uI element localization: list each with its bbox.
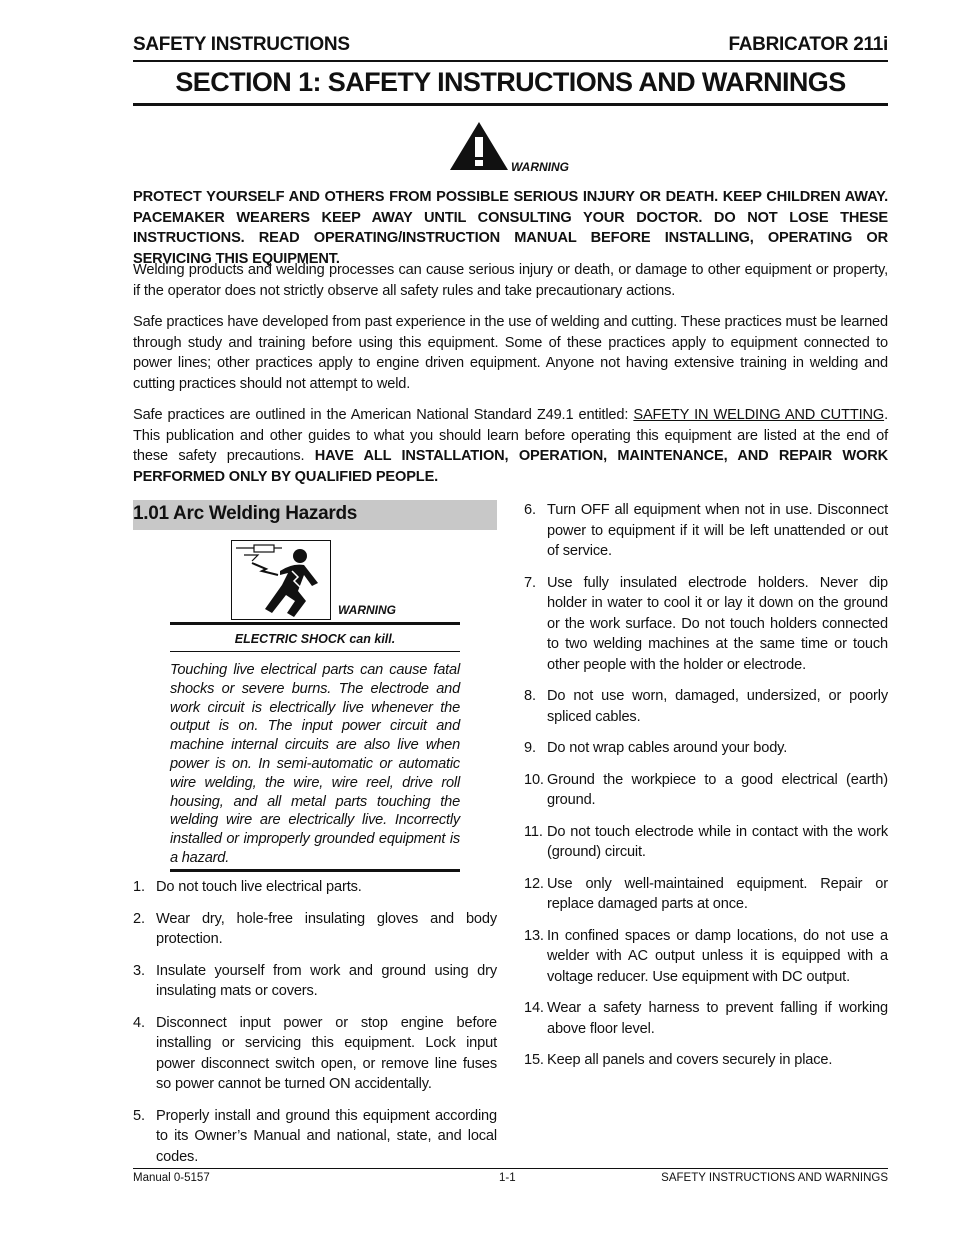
safety-list-item xyxy=(524,998,888,1039)
list-item-text: Do not touch electrode while in contact with the work (ground) circuit. xyxy=(547,823,888,860)
list-item-text: Turn OFF all equipment when not in use. Disconnect power to equipment if it will be left unattended or out of service. xyxy=(547,502,888,559)
safety-list-item xyxy=(524,926,888,988)
hazard-title: ELECTRIC SHOCK can kill. xyxy=(234,632,396,646)
electric-shock-icon xyxy=(231,540,331,620)
list-item-number: 5. xyxy=(133,1107,145,1124)
footer-manual-number: Manual 0-5157 xyxy=(133,1172,210,1184)
safety-list-item xyxy=(524,738,888,759)
list-item-text: Ground the workpiece to a good electrical (earth) ground. xyxy=(547,771,888,808)
list-item-text: Insulate yourself from work and ground using dry insulating mats or covers. xyxy=(156,962,497,999)
list-item-text: Keep all panels and covers securely in place. xyxy=(547,1052,833,1068)
list-item-number: 10. xyxy=(524,771,544,788)
safety-list-item xyxy=(524,874,888,915)
intro-paragraph-3 xyxy=(133,405,888,487)
footer-section-name: SAFETY INSTRUCTIONS AND WARNINGS xyxy=(661,1172,888,1184)
hazard-description: Touching live electrical parts can cause fatal shocks or severe burns. The electrode and work circuit is electrically live whenever the output is on. The input power circuit and machine internal circuits are also live when power is on. In semi-automatic or automatic wire welding, the wire, wire reel, drive roll housing, and all metal parts touching the welding wire are electrically live. Incorrectly installed or improperly grounded equipment is a hazard. xyxy=(170,662,460,866)
hazard-rule-bottom xyxy=(170,869,460,872)
hazard-rule-middle xyxy=(170,651,460,652)
safety-list-item xyxy=(524,686,888,727)
safety-list-left xyxy=(133,877,497,1178)
warning-triangle-icon xyxy=(448,120,510,172)
list-item-number: 2. xyxy=(133,910,145,927)
footer-divider xyxy=(133,1168,888,1169)
safety-list-item xyxy=(524,770,888,811)
hazard-rule-top xyxy=(170,622,460,625)
paragraph3-bold: HAVE ALL INSTALLATION, OPERATION, MAINTENANCE, AND REPAIR WORK PERFORMED ONLY BY QUALIFIED PEOPLE. xyxy=(133,448,888,485)
list-item-number: 4. xyxy=(133,1014,145,1031)
safety-list-item xyxy=(133,1013,497,1095)
paragraph3-start: Safe practices are outlined in the American National Standard Z49.1 entitled: xyxy=(133,407,634,423)
paragraph3-mid: . This publication and other guides to what you should learn before operating this equipment are listed at the end of these safety precautions. xyxy=(133,407,888,464)
page-title: SECTION 1: SAFETY INSTRUCTIONS AND WARNINGS xyxy=(175,67,846,97)
list-item-number: 3. xyxy=(133,962,145,979)
list-item-number: 7. xyxy=(524,574,536,591)
list-item-text: Wear dry, hole-free insulating gloves and body protection. xyxy=(156,910,497,947)
list-item-text: Use fully insulated electrode holders. Never dip holder in water to cool it or lay it down on the ground or the work surface. Do not touch holders connected to two welding machines at the same time or touch other people with the holder or electrode. xyxy=(547,574,888,673)
shock-warning-label: WARNING xyxy=(338,603,396,617)
safety-list-item xyxy=(524,500,888,562)
safety-list-item xyxy=(524,1050,888,1071)
list-item-number: 8. xyxy=(524,688,536,704)
safety-list-item xyxy=(133,877,497,898)
list-item-number: 11. xyxy=(524,823,543,840)
list-item-number: 9. xyxy=(524,740,536,756)
standard-title-link: SAFETY IN WELDING AND CUTTING xyxy=(633,407,885,423)
safety-list-item xyxy=(133,961,497,1002)
intro-paragraph-1: Welding products and welding processes can cause serious injury or death, or damage to other equipment or property, if the operator does not strictly observe all safety rules and take precautionary actions. xyxy=(133,262,888,299)
footer-page-number: 1-1 xyxy=(499,1172,516,1184)
header-product-name: FABRICATOR 211i xyxy=(728,34,888,55)
warning-label: WARNING xyxy=(511,160,569,174)
header-divider xyxy=(133,60,888,62)
list-item-text: Do not touch live electrical parts. xyxy=(156,879,362,895)
list-item-number: 12. xyxy=(524,875,544,892)
safety-list-item xyxy=(524,573,888,676)
page-header xyxy=(133,34,888,60)
list-item-text: Do not use worn, damaged, undersized, or poorly spliced cables. xyxy=(547,688,888,725)
list-item-number: 6. xyxy=(524,502,536,518)
list-item-text: Wear a safety harness to prevent falling if working above floor level. xyxy=(547,1000,888,1037)
intro-bold-paragraph: PROTECT YOURSELF AND OTHERS FROM POSSIBLE SERIOUS INJURY OR DEATH. KEEP CHILDREN AWAY. PACEMAKER WEARERS KEEP AWAY UNTIL CONSULTING YOUR DOCTOR. DO NOT LOSE THESE INSTRUCTIONS. READ OPERATING/INSTRUCTION MANUAL BEFORE INSTALLING, OPERATING OR SERVICING THIS EQUIPMENT. xyxy=(133,189,888,267)
title-divider xyxy=(133,103,888,106)
header-section-name: SAFETY INSTRUCTIONS xyxy=(133,34,350,55)
list-item-text: Disconnect input power or stop engine before installing or servicing this equipment. Lock input power disconnect switch open, or remove line fuses so power cannot be turned ON accidentally. xyxy=(156,1014,497,1092)
safety-list-item xyxy=(524,822,888,863)
section-heading-bar xyxy=(133,500,497,530)
list-item-text: Do not wrap cables around your body. xyxy=(547,740,788,756)
safety-list-item xyxy=(133,1106,497,1168)
list-item-number: 14. xyxy=(524,1000,544,1016)
list-item-text: In confined spaces or damp locations, do not use a welder with AC output unless it is equipped with a voltage reducer. Use equipment with DC output. xyxy=(547,927,888,985)
list-item-number: 15. xyxy=(524,1052,544,1068)
intro-paragraph-2: Safe practices have developed from past experience in the use of welding and cutting. These practices must be learned through study and training before using this equipment. Some of these practices apply to equipment connected to power lines; other practices apply to engine driven equipment. Anyone not having extensive training in welding and cutting practices should not attempt to weld. xyxy=(133,314,888,392)
safety-list-item xyxy=(133,909,497,950)
list-item-number: 1. xyxy=(133,879,145,895)
list-item-number: 13. xyxy=(524,927,544,944)
top-warning xyxy=(446,120,606,180)
safety-list-right xyxy=(524,500,888,1082)
list-item-text: Use only well-maintained equipment. Repair or replace damaged parts at once. xyxy=(547,875,888,912)
section-heading: 1.01 Arc Welding Hazards xyxy=(133,503,358,524)
list-item-text: Properly install and ground this equipment according to its Owner’s Manual and national, state, and local codes. xyxy=(156,1107,497,1165)
